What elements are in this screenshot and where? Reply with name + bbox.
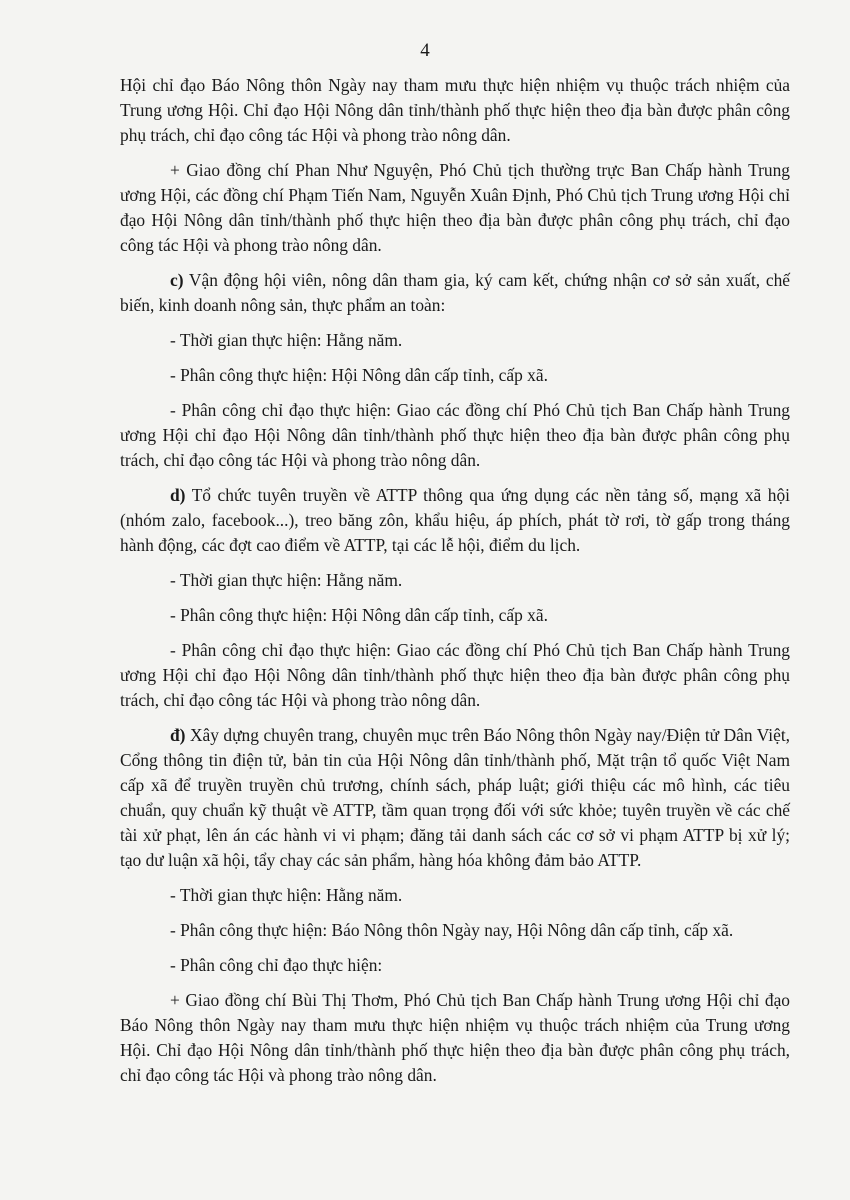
paragraph — [120, 568, 790, 593]
paragraph-text: - Phân công chỉ đạo thực hiện: Giao các đồng chí Phó Chủ tịch Ban Chấp hành Trung ương Hội chỉ đạo Hội Nông dân tỉnh/thành phố thực hiện theo địa bàn được phân công phụ trách, chỉ đạo công tác Hội và phong trào nông dân. — [120, 400, 790, 470]
paragraph — [120, 363, 790, 388]
section-label: đ) — [170, 725, 186, 745]
paragraph-text: - Thời gian thực hiện: Hằng năm. — [170, 570, 403, 590]
section-heading-c — [120, 268, 790, 318]
paragraph — [120, 158, 790, 258]
paragraph-text: Vận động hội viên, nông dân tham gia, ký cam kết, chứng nhận cơ sở sản xuất, chế biến, kinh doanh nông sản, thực phẩm an toàn: — [120, 270, 790, 315]
paragraph-text: - Phân công chỉ đạo thực hiện: — [170, 955, 383, 975]
paragraph — [120, 918, 790, 943]
paragraph-text: Xây dựng chuyên trang, chuyên mục trên Báo Nông thôn Ngày nay/Điện tử Dân Việt, Cổng thông tin điện tử, bản tin của Hội Nông dân tỉnh/thành phố, Mặt trận tổ quốc Việt Nam cấp xã để truyền truyền chủ trương, chính sách, pháp luật; giới thiệu các mô hình, các tiêu chuẩn, quy chuẩn kỹ thuật về ATTP, tầm quan trọng đối với sức khỏe; tuyên truyền về các chế tài xử phạt, lên án các hành vi vi phạm; đăng tải danh sách các cơ sở vi phạm ATTP bị xử lý; tạo dư luận xã hội, tẩy chay các sản phẩm, hàng hóa không đảm bảo ATTP. — [120, 725, 790, 870]
paragraph-text: - Phân công thực hiện: Hội Nông dân cấp tỉnh, cấp xã. — [170, 365, 548, 385]
paragraph-text: - Thời gian thực hiện: Hằng năm. — [170, 885, 403, 905]
paragraph-text: + Giao đồng chí Phan Như Nguyện, Phó Chủ tịch thường trực Ban Chấp hành Trung ương Hội, các đồng chí Phạm Tiến Nam, Nguyễn Xuân Định, Phó Chủ tịch Trung ương Hội chỉ đạo Hội Nông dân tỉnh/thành phố thực hiện theo địa bàn được phân công phụ trách, chỉ đạo công tác Hội và phong trào nông dân. — [120, 160, 790, 255]
document-body — [120, 73, 790, 1098]
section-heading-dd — [120, 723, 790, 873]
paragraph-text: Hội chỉ đạo Báo Nông thôn Ngày nay tham mưu thực hiện nhiệm vụ thuộc trách nhiệm của Trung ương Hội. Chỉ đạo Hội Nông dân tỉnh/thành phố thực hiện theo địa bàn được phân công phụ trách, chỉ đạo công tác Hội và phong trào nông dân. — [120, 75, 790, 145]
paragraph-text: Tổ chức tuyên truyền về ATTP thông qua ứng dụng các nền tảng số, mạng xã hội (nhóm zalo, facebook...), treo băng zôn, khẩu hiệu, áp phích, phát tờ rơi, tờ gấp trong tháng hành động, các đợt cao điểm về ATTP, tại các lễ hội, điểm du lịch. — [120, 485, 790, 555]
paragraph-text: + Giao đồng chí Bùi Thị Thơm, Phó Chủ tịch Ban Chấp hành Trung ương Hội chỉ đạo Báo Nông thôn Ngày nay tham mưu thực hiện nhiệm vụ thuộc trách nhiệm của Trung ương Hội. Chỉ đạo Hội Nông dân tỉnh/thành phố thực hiện theo địa bàn được phân công phụ trách, chỉ đạo công tác Hội và phong trào nông dân. — [120, 990, 790, 1085]
paragraph — [120, 603, 790, 628]
page-number: 4 — [420, 40, 430, 61]
paragraph — [120, 883, 790, 908]
section-label: c) — [170, 270, 184, 290]
paragraph — [120, 638, 790, 713]
section-label: d) — [170, 485, 186, 505]
paragraph-text: - Phân công thực hiện: Báo Nông thôn Ngày nay, Hội Nông dân cấp tỉnh, cấp xã. — [170, 920, 734, 940]
paragraph — [120, 988, 790, 1088]
paragraph — [120, 73, 790, 148]
paragraph-text: - Phân công chỉ đạo thực hiện: Giao các đồng chí Phó Chủ tịch Ban Chấp hành Trung ương Hội chỉ đạo Hội Nông dân tỉnh/thành phố thực hiện theo địa bàn được phân công phụ trách, chỉ đạo công tác Hội và phong trào nông dân. — [120, 640, 790, 710]
paragraph — [120, 398, 790, 473]
paragraph — [120, 328, 790, 353]
paragraph-text: - Thời gian thực hiện: Hằng năm. — [170, 330, 403, 350]
section-heading-d — [120, 483, 790, 558]
paragraph-text: - Phân công thực hiện: Hội Nông dân cấp tỉnh, cấp xã. — [170, 605, 548, 625]
paragraph — [120, 953, 790, 978]
